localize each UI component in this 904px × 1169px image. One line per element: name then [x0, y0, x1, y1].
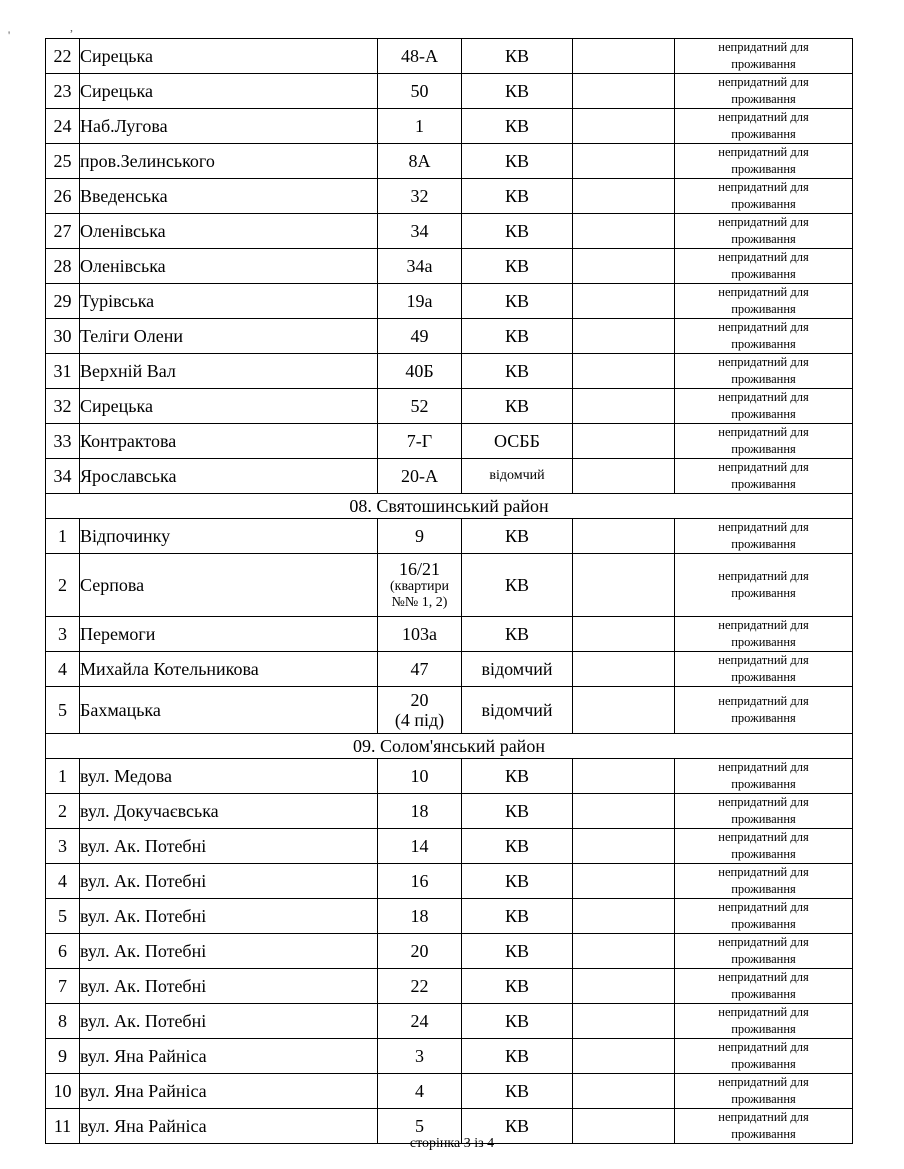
status-cell [675, 864, 853, 899]
status-line: проживання [731, 1092, 796, 1106]
street-name: Відпочинку [80, 519, 378, 554]
district-header-row [46, 494, 853, 519]
street-name: вул. Ак. Потебні [80, 1004, 378, 1039]
status-cell [675, 459, 853, 494]
street-name: вул. Яна Райніса [80, 1039, 378, 1074]
status-line: проживання [731, 477, 796, 491]
street-name: вул. Ак. Потебні [80, 864, 378, 899]
status-line: непридатний для [718, 320, 809, 334]
house-number: 4 [378, 1074, 462, 1109]
house-note: (квартири [389, 579, 450, 594]
ownership-type: КВ [462, 1074, 573, 1109]
table-row [46, 319, 853, 354]
street-name: Оленівська [80, 214, 378, 249]
status-line: проживання [731, 1127, 796, 1141]
ownership-type: КВ [462, 39, 573, 74]
status-line: проживання [731, 232, 796, 246]
house-number: 22 [378, 969, 462, 1004]
status-cell [675, 389, 853, 424]
table-row [46, 249, 853, 284]
status-line: непридатний для [718, 618, 809, 632]
status-cell [675, 934, 853, 969]
status-line: непридатний для [718, 215, 809, 229]
row-number: 24 [46, 109, 80, 144]
house-number: 52 [378, 389, 462, 424]
house-number [378, 554, 462, 617]
ownership-type: відомчий [462, 652, 573, 687]
table-row [46, 617, 853, 652]
row-number: 23 [46, 74, 80, 109]
status-line: непридатний для [718, 795, 809, 809]
status-line: проживання [731, 337, 796, 351]
empty-cell [573, 864, 675, 899]
ownership-type: КВ [462, 214, 573, 249]
status-line: непридатний для [718, 75, 809, 89]
status-line: непридатний для [718, 1110, 809, 1124]
status-line: непридатний для [718, 935, 809, 949]
house-number: 3 [378, 1039, 462, 1074]
status-line: проживання [731, 267, 796, 281]
status-line: проживання [731, 917, 796, 931]
ownership-type: КВ [462, 354, 573, 389]
status-cell [675, 214, 853, 249]
ownership-type: КВ [462, 934, 573, 969]
house-number: 50 [378, 74, 462, 109]
house-number: 19а [378, 284, 462, 319]
table-row [46, 934, 853, 969]
street-name: Верхній Вал [80, 354, 378, 389]
empty-cell [573, 284, 675, 319]
street-name: пров.Зелинського [80, 144, 378, 179]
status-line: проживання [731, 407, 796, 421]
status-line: непридатний для [718, 390, 809, 404]
ownership-type: КВ [462, 554, 573, 617]
district-header-row [46, 734, 853, 759]
ownership-type: КВ [462, 617, 573, 652]
row-number: 4 [46, 864, 80, 899]
status-line: проживання [731, 711, 796, 725]
house-number: 103а [378, 617, 462, 652]
status-cell [675, 617, 853, 652]
status-line: непридатний для [718, 40, 809, 54]
table-row [46, 214, 853, 249]
row-number: 33 [46, 424, 80, 459]
table-row [46, 1039, 853, 1074]
row-number: 3 [46, 829, 80, 864]
row-number: 9 [46, 1039, 80, 1074]
table-row [46, 459, 853, 494]
ownership-type: КВ [462, 899, 573, 934]
empty-cell [573, 899, 675, 934]
ownership-type: КВ [462, 759, 573, 794]
house-number-value: 16/21 [398, 559, 440, 579]
empty-cell [573, 1039, 675, 1074]
empty-cell [573, 934, 675, 969]
status-line: проживання [731, 1022, 796, 1036]
page-footer: сторінка 3 із 4 [409, 1136, 495, 1151]
ownership-type: КВ [462, 284, 573, 319]
house-number: 10 [378, 759, 462, 794]
table-row [46, 74, 853, 109]
status-line: проживання [731, 635, 796, 649]
table-row [46, 179, 853, 214]
street-name: Сирецька [80, 74, 378, 109]
table-row [46, 144, 853, 179]
status-cell [675, 829, 853, 864]
status-cell [675, 424, 853, 459]
street-name: Перемоги [80, 617, 378, 652]
empty-cell [573, 424, 675, 459]
status-cell [675, 554, 853, 617]
empty-cell [573, 319, 675, 354]
row-number: 29 [46, 284, 80, 319]
empty-cell [573, 179, 675, 214]
status-line: непридатний для [718, 180, 809, 194]
status-line: непридатний для [718, 355, 809, 369]
status-line: непридатний для [718, 653, 809, 667]
empty-cell [573, 214, 675, 249]
ownership-type: КВ [462, 319, 573, 354]
house-number: 18 [378, 899, 462, 934]
house-number: 34а [378, 249, 462, 284]
row-number: 30 [46, 319, 80, 354]
table-row [46, 899, 853, 934]
street-name: Сирецька [80, 389, 378, 424]
district-title: 08. Святошинський район [46, 494, 853, 519]
status-line: проживання [731, 586, 796, 600]
house-number: 24 [378, 1004, 462, 1039]
house-number: 47 [378, 652, 462, 687]
empty-cell [573, 617, 675, 652]
status-line: непридатний для [718, 900, 809, 914]
row-number: 31 [46, 354, 80, 389]
table-row [46, 424, 853, 459]
status-line: непридатний для [718, 694, 809, 708]
buildings-table [45, 38, 853, 1144]
ownership-type: КВ [462, 794, 573, 829]
ownership-type: ОСББ [462, 424, 573, 459]
row-number: 8 [46, 1004, 80, 1039]
street-name: Сирецька [80, 39, 378, 74]
status-line: проживання [731, 882, 796, 896]
street-name: Введенська [80, 179, 378, 214]
table-row [46, 969, 853, 1004]
table-row [46, 794, 853, 829]
table-row [46, 652, 853, 687]
status-line: проживання [731, 442, 796, 456]
ownership-type: КВ [462, 1039, 573, 1074]
street-name: Контрактова [80, 424, 378, 459]
table-row [46, 829, 853, 864]
status-cell [675, 1004, 853, 1039]
street-name: Теліги Олени [80, 319, 378, 354]
status-line: проживання [731, 777, 796, 791]
ownership-type: КВ [462, 829, 573, 864]
status-cell [675, 687, 853, 734]
street-name: Ярославська [80, 459, 378, 494]
status-line: непридатний для [718, 285, 809, 299]
ownership-type: КВ [462, 969, 573, 1004]
row-number: 2 [46, 554, 80, 617]
empty-cell [573, 1074, 675, 1109]
status-cell [675, 1074, 853, 1109]
status-line: непридатний для [718, 865, 809, 879]
scan-dot: ' [8, 28, 11, 42]
street-name: Михайла Котельникова [80, 652, 378, 687]
empty-cell [573, 794, 675, 829]
ownership-type: відомчий [462, 687, 573, 734]
table-row [46, 519, 853, 554]
table-row [46, 39, 853, 74]
status-cell [675, 319, 853, 354]
scan-dot: , [70, 20, 73, 34]
empty-cell [573, 1004, 675, 1039]
row-number: 25 [46, 144, 80, 179]
ownership-type: КВ [462, 519, 573, 554]
ownership-type: КВ [462, 109, 573, 144]
house-number: 14 [378, 829, 462, 864]
row-number: 6 [46, 934, 80, 969]
street-name: Серпова [80, 554, 378, 617]
house-number: 7-Г [378, 424, 462, 459]
status-cell [675, 354, 853, 389]
status-line: непридатний для [718, 1005, 809, 1019]
status-line: проживання [731, 197, 796, 211]
status-line: непридатний для [718, 569, 809, 583]
status-cell [675, 794, 853, 829]
status-line: непридатний для [718, 425, 809, 439]
row-number: 27 [46, 214, 80, 249]
row-number: 7 [46, 969, 80, 1004]
status-cell [675, 179, 853, 214]
street-name: вул. Ак. Потебні [80, 969, 378, 1004]
status-line: непридатний для [718, 250, 809, 264]
house-note: №№ 1, 2) [391, 595, 448, 610]
street-name: вул. Яна Райніса [80, 1109, 378, 1144]
status-cell [675, 144, 853, 179]
table-row [46, 109, 853, 144]
status-line: непридатний для [718, 970, 809, 984]
status-cell [675, 519, 853, 554]
empty-cell [573, 969, 675, 1004]
status-cell [675, 1039, 853, 1074]
status-line: проживання [731, 57, 796, 71]
house-number: 20 [378, 934, 462, 969]
house-number: 16 [378, 864, 462, 899]
status-cell [675, 899, 853, 934]
empty-cell [573, 687, 675, 734]
empty-cell [573, 652, 675, 687]
empty-cell [573, 829, 675, 864]
house-number: 9 [378, 519, 462, 554]
row-number: 2 [46, 794, 80, 829]
street-name: вул. Ак. Потебні [80, 934, 378, 969]
ownership-type: КВ [462, 1109, 573, 1144]
empty-cell [573, 759, 675, 794]
house-number: 34 [378, 214, 462, 249]
row-number: 11 [46, 1109, 80, 1144]
table-row [46, 759, 853, 794]
empty-cell [573, 459, 675, 494]
status-line: проживання [731, 92, 796, 106]
house-number [378, 687, 462, 734]
table-row [46, 687, 853, 734]
table-row [46, 389, 853, 424]
status-line: проживання [731, 987, 796, 1001]
house-number: 48-А [378, 39, 462, 74]
house-number-value: 20 [410, 690, 429, 710]
status-cell [675, 284, 853, 319]
empty-cell [573, 389, 675, 424]
row-number: 22 [46, 39, 80, 74]
street-name: вул. Ак. Потебні [80, 899, 378, 934]
status-line: непридатний для [718, 520, 809, 534]
row-number: 28 [46, 249, 80, 284]
street-name: Бахмацька [80, 687, 378, 734]
status-cell [675, 74, 853, 109]
status-line: непридатний для [718, 460, 809, 474]
house-number: 1 [378, 109, 462, 144]
status-line: непридатний для [718, 145, 809, 159]
status-line: проживання [731, 812, 796, 826]
ownership-type: КВ [462, 1004, 573, 1039]
status-line: проживання [731, 127, 796, 141]
house-number: 20-А [378, 459, 462, 494]
status-line: непридатний для [718, 110, 809, 124]
table-row [46, 284, 853, 319]
row-number: 3 [46, 617, 80, 652]
house-number: 8А [378, 144, 462, 179]
ownership-type: КВ [462, 179, 573, 214]
street-name: Оленівська [80, 249, 378, 284]
row-number: 10 [46, 1074, 80, 1109]
status-line: проживання [731, 670, 796, 684]
row-number: 1 [46, 519, 80, 554]
empty-cell [573, 354, 675, 389]
row-number: 4 [46, 652, 80, 687]
status-line: непридатний для [718, 1075, 809, 1089]
status-line: проживання [731, 372, 796, 386]
status-line: непридатний для [718, 760, 809, 774]
empty-cell [573, 39, 675, 74]
status-cell [675, 39, 853, 74]
table-row [46, 1004, 853, 1039]
row-number: 1 [46, 759, 80, 794]
status-cell [675, 249, 853, 284]
status-line: проживання [731, 302, 796, 316]
table-row [46, 864, 853, 899]
row-number: 5 [46, 899, 80, 934]
status-cell [675, 652, 853, 687]
table-row [46, 554, 853, 617]
street-name: вул. Медова [80, 759, 378, 794]
empty-cell [573, 519, 675, 554]
ownership-type: КВ [462, 389, 573, 424]
district-title: 09. Солом'янський район [46, 734, 853, 759]
row-number: 34 [46, 459, 80, 494]
street-name: вул. Яна Райніса [80, 1074, 378, 1109]
status-line: непридатний для [718, 1040, 809, 1054]
ownership-type: відомчий [462, 459, 573, 494]
street-name: Наб.Лугова [80, 109, 378, 144]
house-number: 32 [378, 179, 462, 214]
house-number: 18 [378, 794, 462, 829]
row-number: 5 [46, 687, 80, 734]
empty-cell [573, 249, 675, 284]
house-number: 40Б [378, 354, 462, 389]
ownership-type: КВ [462, 144, 573, 179]
empty-cell [573, 74, 675, 109]
ownership-type: КВ [462, 74, 573, 109]
ownership-type: КВ [462, 864, 573, 899]
empty-cell [573, 554, 675, 617]
status-cell [675, 969, 853, 1004]
status-line: непридатний для [718, 830, 809, 844]
empty-cell [573, 144, 675, 179]
status-line: проживання [731, 537, 796, 551]
status-line: проживання [731, 952, 796, 966]
row-number: 26 [46, 179, 80, 214]
status-cell [675, 759, 853, 794]
status-line: проживання [731, 847, 796, 861]
table-row [46, 1074, 853, 1109]
empty-cell [573, 109, 675, 144]
street-name: вул. Ак. Потебні [80, 829, 378, 864]
table-row [46, 354, 853, 389]
house-number: 5 [378, 1109, 462, 1144]
status-cell [675, 109, 853, 144]
ownership-type: КВ [462, 249, 573, 284]
street-name: Турівська [80, 284, 378, 319]
house-number: 49 [378, 319, 462, 354]
status-line: проживання [731, 1057, 796, 1071]
house-note: (4 під) [394, 710, 445, 730]
street-name: вул. Докучаєвська [80, 794, 378, 829]
row-number: 32 [46, 389, 80, 424]
status-line: проживання [731, 162, 796, 176]
